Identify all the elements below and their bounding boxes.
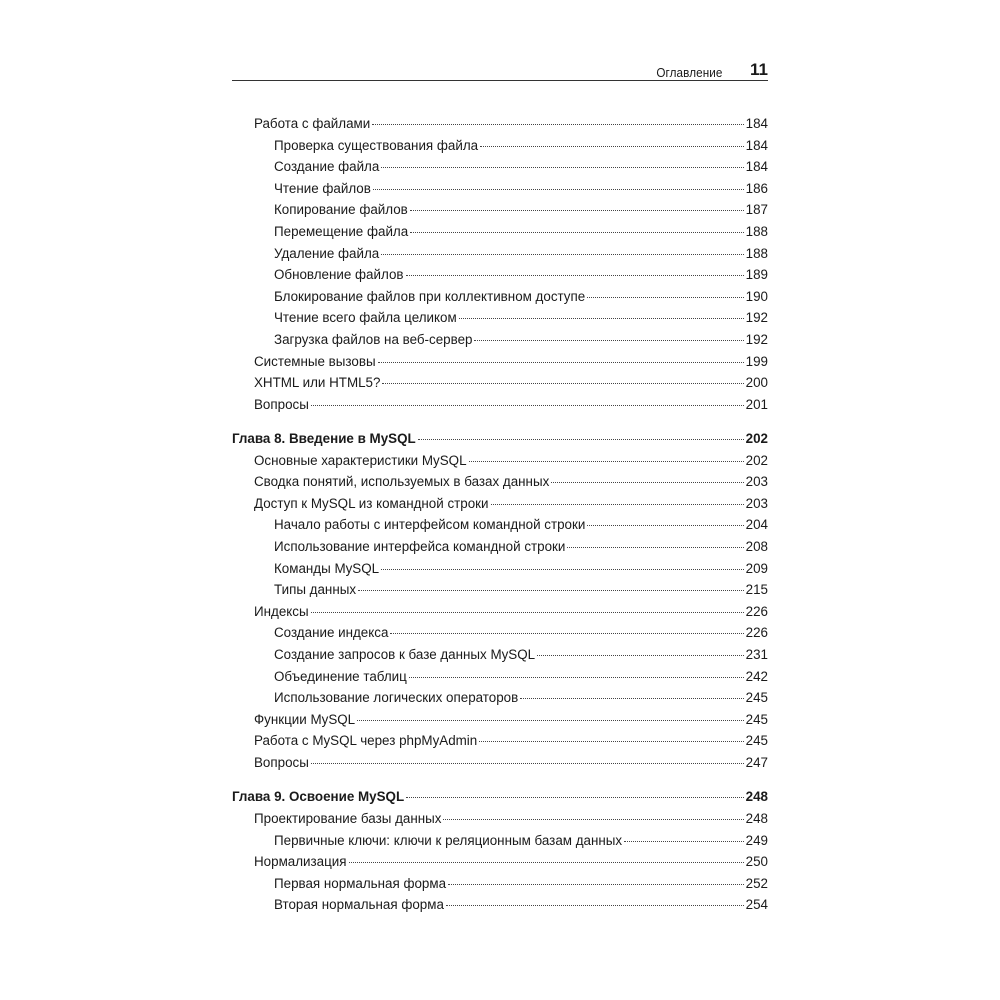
dot-leader xyxy=(537,655,744,656)
dot-leader xyxy=(443,819,743,820)
toc-entry-page: 201 xyxy=(745,396,768,412)
toc-entry-title: Глава 8. Введение в MySQL xyxy=(232,431,416,447)
toc-entry-title: Использование логических операторов xyxy=(274,690,519,706)
toc-entry-title: Основные характеристики MySQL xyxy=(254,452,467,468)
toc-entry-page: 184 xyxy=(745,159,768,175)
toc-chapter-entry xyxy=(232,786,768,808)
toc-entry-title: Вопросы xyxy=(254,396,309,412)
dot-leader xyxy=(520,698,743,699)
dot-leader xyxy=(406,275,744,276)
dot-leader xyxy=(409,677,744,678)
toc-entry xyxy=(232,808,768,830)
toc-entry-page: 248 xyxy=(745,789,768,805)
toc-entry-page: 202 xyxy=(745,431,768,447)
toc-entry-page: 184 xyxy=(745,137,768,153)
toc-entry-page: 204 xyxy=(745,517,768,533)
toc-entry xyxy=(232,709,768,731)
toc-entry-title: Глава 9. Освоение MySQL xyxy=(232,789,405,805)
dot-leader xyxy=(587,297,743,298)
toc-entry xyxy=(232,286,768,308)
header-title: Оглавление xyxy=(655,65,723,80)
toc-entry xyxy=(232,135,768,157)
dot-leader xyxy=(567,547,743,548)
toc-entry xyxy=(232,351,768,373)
dot-leader xyxy=(479,741,743,742)
toc-entry-title: Создание запросов к базе данных MySQL xyxy=(274,647,536,663)
toc-entry-title: Вторая нормальная форма xyxy=(274,897,444,913)
toc-entry-title: Создание файла xyxy=(274,159,380,175)
toc-entry-page: 242 xyxy=(745,668,768,684)
toc-entry-title: Начало работы с интерфейсом командной строки xyxy=(274,517,586,533)
dot-leader xyxy=(406,797,744,798)
toc-chapter-entry xyxy=(232,428,768,450)
table-of-contents xyxy=(232,113,768,916)
dot-leader xyxy=(372,124,743,125)
toc-entry-page: 186 xyxy=(745,180,768,196)
dot-leader xyxy=(459,318,744,319)
toc-entry-title: Блокирование файлов при коллективном доступе xyxy=(274,288,586,304)
toc-entry xyxy=(232,156,768,178)
toc-entry xyxy=(232,536,768,558)
toc-entry-page: 203 xyxy=(745,495,768,511)
toc-entry-title: Проверка существования файла xyxy=(274,137,479,153)
dot-leader xyxy=(410,232,743,233)
dot-leader xyxy=(624,841,744,842)
toc-entry-title: Перемещение файла xyxy=(274,223,409,239)
toc-entry-title: Индексы xyxy=(254,603,309,619)
dot-leader xyxy=(381,569,744,570)
dot-leader xyxy=(358,590,744,591)
toc-entry xyxy=(232,730,768,752)
dot-leader xyxy=(480,146,744,147)
toc-entry xyxy=(232,894,768,916)
toc-entry-title: Обновление файлов xyxy=(274,267,404,283)
toc-entry-title: Системные вызовы xyxy=(254,353,376,369)
toc-entry xyxy=(232,873,768,895)
toc-entry xyxy=(232,372,768,394)
toc-entry-page: 250 xyxy=(745,854,768,870)
toc-entry-page: 199 xyxy=(745,353,768,369)
chapter-spacer xyxy=(232,415,768,428)
dot-leader xyxy=(349,862,744,863)
toc-entry xyxy=(232,644,768,666)
toc-entry-page: 192 xyxy=(745,331,768,347)
toc-entry-title: Загрузка файлов на веб-сервер xyxy=(274,331,473,347)
toc-entry xyxy=(232,394,768,416)
toc-entry xyxy=(232,329,768,351)
toc-entry-page: 247 xyxy=(745,755,768,771)
dot-leader xyxy=(311,612,744,613)
dot-leader xyxy=(474,340,743,341)
toc-entry-page: 252 xyxy=(745,875,768,891)
toc-entry-title: Чтение всего файла целиком xyxy=(274,310,457,326)
dot-leader xyxy=(357,720,744,721)
toc-entry-title: Проектирование базы данных xyxy=(254,811,442,826)
toc-entry xyxy=(232,221,768,243)
toc-entry xyxy=(232,687,768,709)
toc-entry-page: 249 xyxy=(745,832,768,848)
toc-entry-title: Чтение файлов xyxy=(274,180,371,196)
toc-entry-title: Команды MySQL xyxy=(274,560,380,576)
toc-entry xyxy=(232,243,768,265)
toc-entry-page: 192 xyxy=(745,310,768,326)
toc-entry xyxy=(232,264,768,286)
header-page-number: 11 xyxy=(750,60,768,79)
chapter-spacer xyxy=(232,774,768,787)
toc-entry-page: 187 xyxy=(745,202,768,218)
toc-entry xyxy=(232,851,768,873)
toc-entry-page: 189 xyxy=(745,267,768,283)
running-header xyxy=(232,56,768,80)
dot-leader xyxy=(491,504,744,505)
toc-entry-title: Работа с файлами xyxy=(254,116,371,131)
toc-entry xyxy=(232,307,768,329)
dot-leader xyxy=(381,167,743,168)
toc-entry-title: Вопросы xyxy=(254,755,309,771)
dot-leader xyxy=(311,405,744,406)
toc-entry-title: Объединение таблиц xyxy=(274,668,407,684)
toc-entry xyxy=(232,471,768,493)
toc-entry xyxy=(232,579,768,601)
dot-leader xyxy=(390,633,743,634)
toc-entry-page: 203 xyxy=(745,474,768,490)
toc-entry xyxy=(232,450,768,472)
toc-entry-title: Нормализация xyxy=(254,854,347,870)
dot-leader xyxy=(469,461,744,462)
toc-entry-title: Типы данных xyxy=(274,582,357,598)
dot-leader xyxy=(418,439,744,440)
toc-entry-title: Функции MySQL xyxy=(254,711,356,727)
toc-entry-title: Работа с MySQL через phpMyAdmin xyxy=(254,733,478,749)
dot-leader xyxy=(311,763,744,764)
toc-entry xyxy=(232,830,768,852)
toc-entry xyxy=(232,493,768,515)
toc-entry xyxy=(232,514,768,536)
toc-entry-page: 254 xyxy=(745,897,768,913)
toc-entry-title: Первая нормальная форма xyxy=(274,875,447,891)
toc-entry-title: Доступ к MySQL из командной строки xyxy=(254,495,489,511)
dot-leader xyxy=(446,905,744,906)
dot-leader xyxy=(381,254,743,255)
dot-leader xyxy=(551,482,743,483)
dot-leader xyxy=(410,210,744,211)
toc-entry xyxy=(232,178,768,200)
toc-entry-page: 248 xyxy=(745,811,768,826)
toc-entry-page: 226 xyxy=(745,603,768,619)
toc-entry xyxy=(232,601,768,623)
toc-entry-page: 190 xyxy=(745,288,768,304)
toc-entry xyxy=(232,199,768,221)
dot-leader xyxy=(378,362,744,363)
toc-entry-page: 245 xyxy=(745,690,768,706)
toc-entry-title: Первичные ключи: ключи к реляционным базам данных xyxy=(274,832,623,848)
header-rule xyxy=(232,80,768,81)
toc-entry-page: 202 xyxy=(745,452,768,468)
toc-entry-page: 188 xyxy=(745,245,768,261)
toc-entry-page: 188 xyxy=(745,223,768,239)
toc-entry-page: 245 xyxy=(745,711,768,727)
dot-leader xyxy=(382,383,743,384)
toc-entry xyxy=(232,622,768,644)
dot-leader xyxy=(448,884,744,885)
toc-entry xyxy=(232,752,768,774)
toc-entry xyxy=(232,666,768,688)
toc-entry-title: Удаление файла xyxy=(274,245,380,261)
toc-entry-title: Копирование файлов xyxy=(274,202,408,218)
toc-entry-page: 231 xyxy=(745,647,768,663)
toc-entry xyxy=(232,113,768,135)
toc-entry-page: 245 xyxy=(745,733,768,749)
dot-leader xyxy=(587,525,743,526)
toc-entry-title: XHTML или HTML5? xyxy=(254,375,381,391)
toc-entry-page: 184 xyxy=(745,116,768,131)
toc-entry-page: 200 xyxy=(745,375,768,391)
toc-entry-page: 215 xyxy=(745,582,768,598)
toc-entry-title: Использование интерфейса командной строки xyxy=(274,539,566,555)
toc-entry-title: Сводка понятий, используемых в базах данных xyxy=(254,474,550,490)
toc-entry-title: Создание индекса xyxy=(274,625,389,641)
toc-entry-page: 208 xyxy=(745,539,768,555)
dot-leader xyxy=(373,189,744,190)
toc-entry-page: 209 xyxy=(745,560,768,576)
toc-entry xyxy=(232,558,768,580)
toc-entry-page: 226 xyxy=(745,625,768,641)
